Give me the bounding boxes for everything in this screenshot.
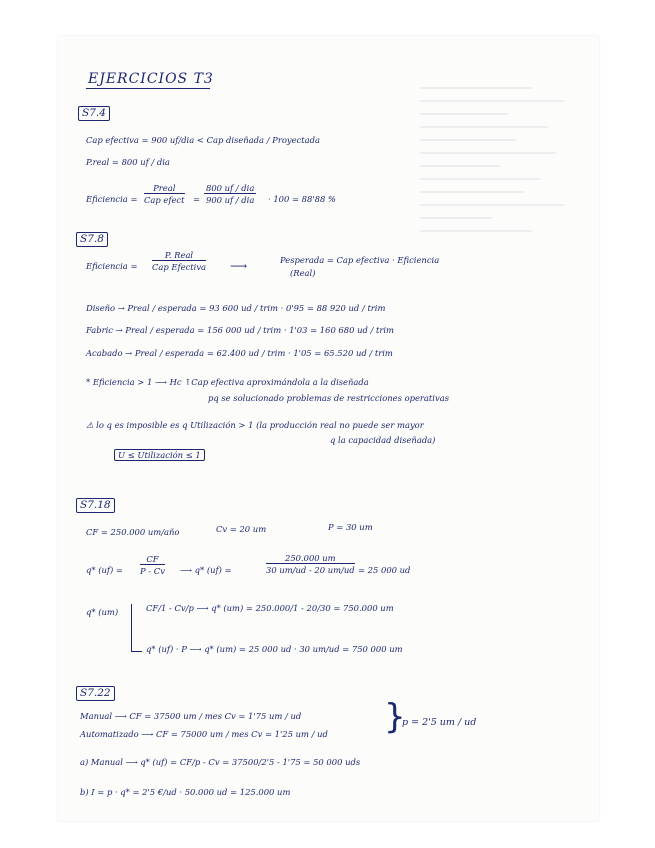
s74-eff-result: · 100 = 88'88 %	[268, 194, 336, 204]
s718-cf: CF = 250.000 um/año	[86, 527, 180, 537]
s78-eff-num: P. Real	[152, 251, 206, 261]
s718-cv: Cv = 20 um	[216, 524, 267, 534]
exercise-label-s7-18: S7.18	[76, 498, 115, 513]
s78-note1: * Eficiencia > 1 ⟶ Hc ↑Cap efectiva aproximándola a la diseñada	[86, 377, 369, 387]
s74-eff-eq: =	[193, 194, 201, 204]
s74-eff-num2: 800 uf / dia	[206, 183, 255, 193]
s718-qum-prefix: q* (um)	[86, 607, 119, 617]
s718-branch-line	[131, 604, 142, 652]
s718-q2-num: 250.000 um	[266, 554, 355, 564]
s722-answer-a: a) Manual ⟶ q* (uf) = CF/p - Cv = 37500/2'5 - 1'75 = 50 000 uds	[80, 757, 361, 767]
s78-eff-right-real: (Real)	[290, 268, 316, 278]
s722-automatizado: Automatizado ⟶ CF = 75000 um / mes Cv = 1'25 um / ud	[80, 729, 328, 739]
s78-diseno: Diseño → Preal / esperada = 93 600 ud / trim · 0'95 = 88 920 ud / trim	[86, 303, 386, 313]
s74-eff-num1: Preal	[144, 184, 185, 194]
s78-eff-fraction	[152, 251, 206, 272]
s78-fabric: Fabric → Preal / esperada = 156 000 ud / trim · 1'03 = 160 680 ud / trim	[86, 325, 394, 335]
page-title: EJERCICIOS T3	[88, 71, 214, 87]
s718-q-den: P - Cv	[140, 566, 165, 577]
s718-qum-line1: CF/1 - Cv/p ⟶ q* (um) = 250.000/1 - 20/30 = 750.000 um	[146, 603, 394, 613]
s718-q2-den: 30 um/ud - 20 um/ud	[266, 565, 355, 576]
exercise-label-s7-4: S7.4	[78, 106, 110, 121]
s718-q2-result: = 25 000 ud	[358, 565, 411, 575]
s722-price: p = 2'5 um / ud	[402, 717, 477, 728]
s78-eff-den: Cap Efectiva	[152, 262, 207, 273]
exercise-label-s7-8: S7.8	[76, 232, 108, 247]
s74-cap-line: Cap efectiva = 900 uf/dia < Cap diseñada / Proyectada	[86, 135, 320, 145]
s74-preal-line: P.real = 800 uf / dia	[86, 157, 170, 167]
s722-manual: Manual ⟶ CF = 37500 um / mes Cv = 1'75 um / ud	[80, 711, 302, 721]
notebook-page	[58, 36, 599, 821]
s78-acabado: Acabado → Preal / esperada = 62.400 ud / trim · 1'05 = 65.520 ud / trim	[86, 348, 393, 358]
s718-q-fraction	[140, 555, 165, 576]
bleed-through	[420, 76, 580, 496]
s718-q-num: CF	[140, 555, 165, 565]
s74-eff-den2: 900 uf / dia	[206, 195, 255, 206]
s718-q-arrow: ⟶ q* (uf) =	[180, 565, 232, 575]
s78-eff-arrow: ⟶	[230, 259, 248, 273]
s722-answer-b: b) I = p · q* = 2'5 €/ud · 50.000 ud = 125.000 um	[80, 787, 291, 797]
s718-p: P = 30 um	[328, 522, 373, 532]
s74-eff-fraction-1	[144, 184, 185, 205]
s74-eff-fraction-2	[204, 184, 256, 205]
s722-brace: }	[384, 697, 406, 737]
s74-eff-prefix: Eficiencia =	[86, 194, 138, 204]
s78-note2: ⚠ lo q es imposible es q Utilización > 1 (la producción real no puede ser mayor	[86, 420, 424, 430]
s74-eff-den1: Cap efect	[144, 195, 185, 206]
s78-note2b: q la capacidad diseñada)	[330, 435, 436, 445]
s78-eff-prefix: Eficiencia =	[86, 261, 138, 271]
s718-q-prefix: q* (uf) =	[86, 565, 123, 575]
s78-eff-right: Pesperada = Cap efectiva · Eficiencia	[280, 255, 440, 265]
exercise-label-s7-22: S7.22	[76, 686, 115, 701]
s718-qum-line2: q* (uf) · P ⟶ q* (um) = 25 000 ud · 30 um/ud = 750 000 um	[146, 644, 403, 654]
s78-note1b: pq se solucionado problemas de restricciones operativas	[208, 393, 449, 403]
title-underline	[86, 88, 210, 89]
s718-q2-fraction	[266, 554, 355, 575]
s78-boxed-inequality: U ≤ Utilización ≤ 1	[114, 449, 205, 461]
